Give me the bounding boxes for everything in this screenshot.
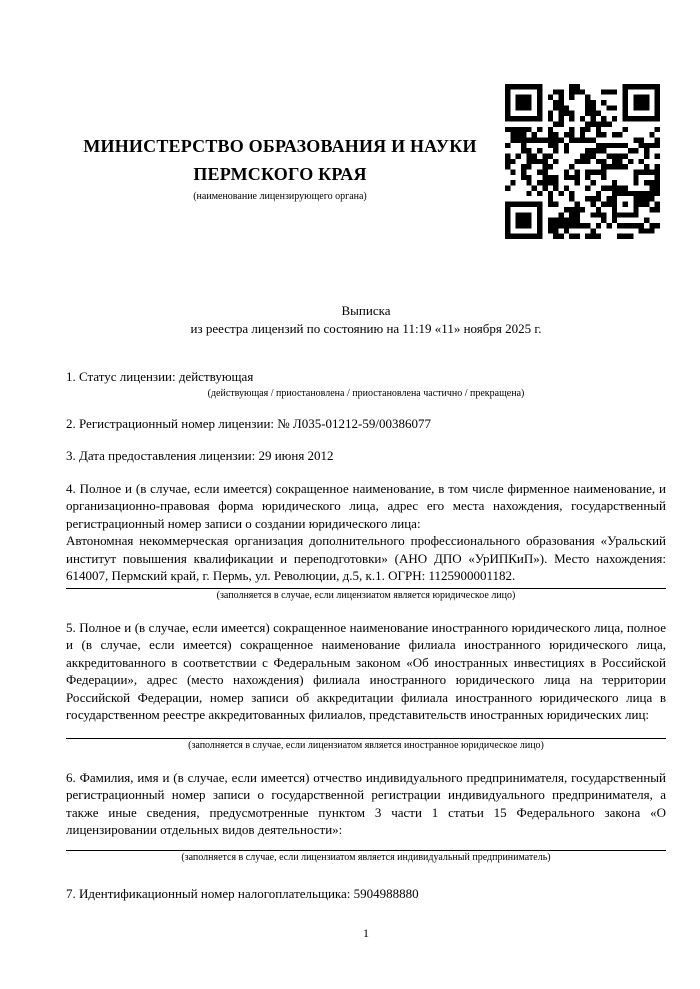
ministry-name-line1: МИНИСТЕРСТВО ОБРАЗОВАНИЯ И НАУКИ — [83, 136, 477, 156]
document-title-line2: из реестра лицензий по состоянию на 11:19 «11» ноября 2025 г. — [190, 321, 542, 336]
item-legal-entity-text: 4. Полное и (в случае, если имеется) сокращенное наименование, в том числе фирменное наименование, и организационно-правовая форма юридического лица, адрес его места нахождения, государственный регистрационный номер записи о создании юридического лица: — [66, 480, 666, 531]
item-foreign-entity-caption: (заполняется в случае, если лицензиатом является иностранное юридическое лицо) — [188, 739, 544, 751]
item-registration-number: 2. Регистрационный номер лицензии: № Л035-01212-59/00386077 — [66, 415, 432, 431]
page-number: 1 — [363, 926, 369, 940]
authority-caption: (наименование лицензирующего органа) — [193, 191, 367, 202]
item-legal-entity-value: Автономная некоммерческая организация дополнительного профессионального образования «Уральский институт повышения квалификации и переподготовки» (АНО ДПО «УрИПКиП»). Место нахождения: 614007, Пермский край, г. Пермь, ул. Революции, д.5, к.1. ОГРН: 1125900001182. — [66, 533, 666, 583]
item-entrepreneur-caption: (заполняется в случае, если лицензиатом является индивидуальный предприниматель) — [181, 851, 551, 863]
licensing-authority-header — [66, 132, 494, 203]
document-title — [66, 302, 666, 338]
item-license-status-caption: (действующая / приостановлена / приостановлена частично / прекращена) — [207, 387, 525, 399]
item-legal-entity-caption: (заполняется в случае, если лицензиатом является юридическое лицо) — [216, 589, 516, 601]
qr-code-icon — [505, 84, 660, 239]
item-license-date: 3. Дата предоставления лицензии: 29 июня 2012 — [66, 448, 334, 463]
item-license-status: 1. Статус лицензии: действующая — [66, 369, 254, 384]
qr-code-pattern — [505, 84, 660, 239]
item-foreign-entity-text: 5. Полное и (в случае, если имеется) сокращенное наименование иностранного юридического лица, полное и (в случае, если имеется) сокращенное наименование филиала иностранного юридического лица, аккредитованного в соответствии с Федеральным законом «Об иностранных инвестициях в Российской Федерации», адрес (место нахождения) филиала иностранного юридического лица на территории Российской Федерации, номер записи об аккредитации филиала иностранного юридического лица в государственном реестре аккредитованных филиалов, представительств иностранных юридических лиц: — [66, 619, 666, 722]
ministry-name-line2: ПЕРМСКОГО КРАЯ — [193, 164, 367, 184]
item-entrepreneur-text: 6. Фамилия, имя и (в случае, если имеется) отчество индивидуального предпринимателя, государственный регистрационный номер записи о государственной регистрации индивидуального предпринимателя, а также иные сведения, предусмотренные пунктом 3 части 1 статьи 15 Федерального закона «О лицензировании отдельных видов деятельности»: — [66, 769, 666, 837]
document-body — [66, 368, 666, 902]
item-taxpayer-number: 7. Идентификационный номер налогоплательщика: 5904988880 — [66, 885, 419, 901]
document-title-line1: Выписка — [341, 303, 391, 318]
